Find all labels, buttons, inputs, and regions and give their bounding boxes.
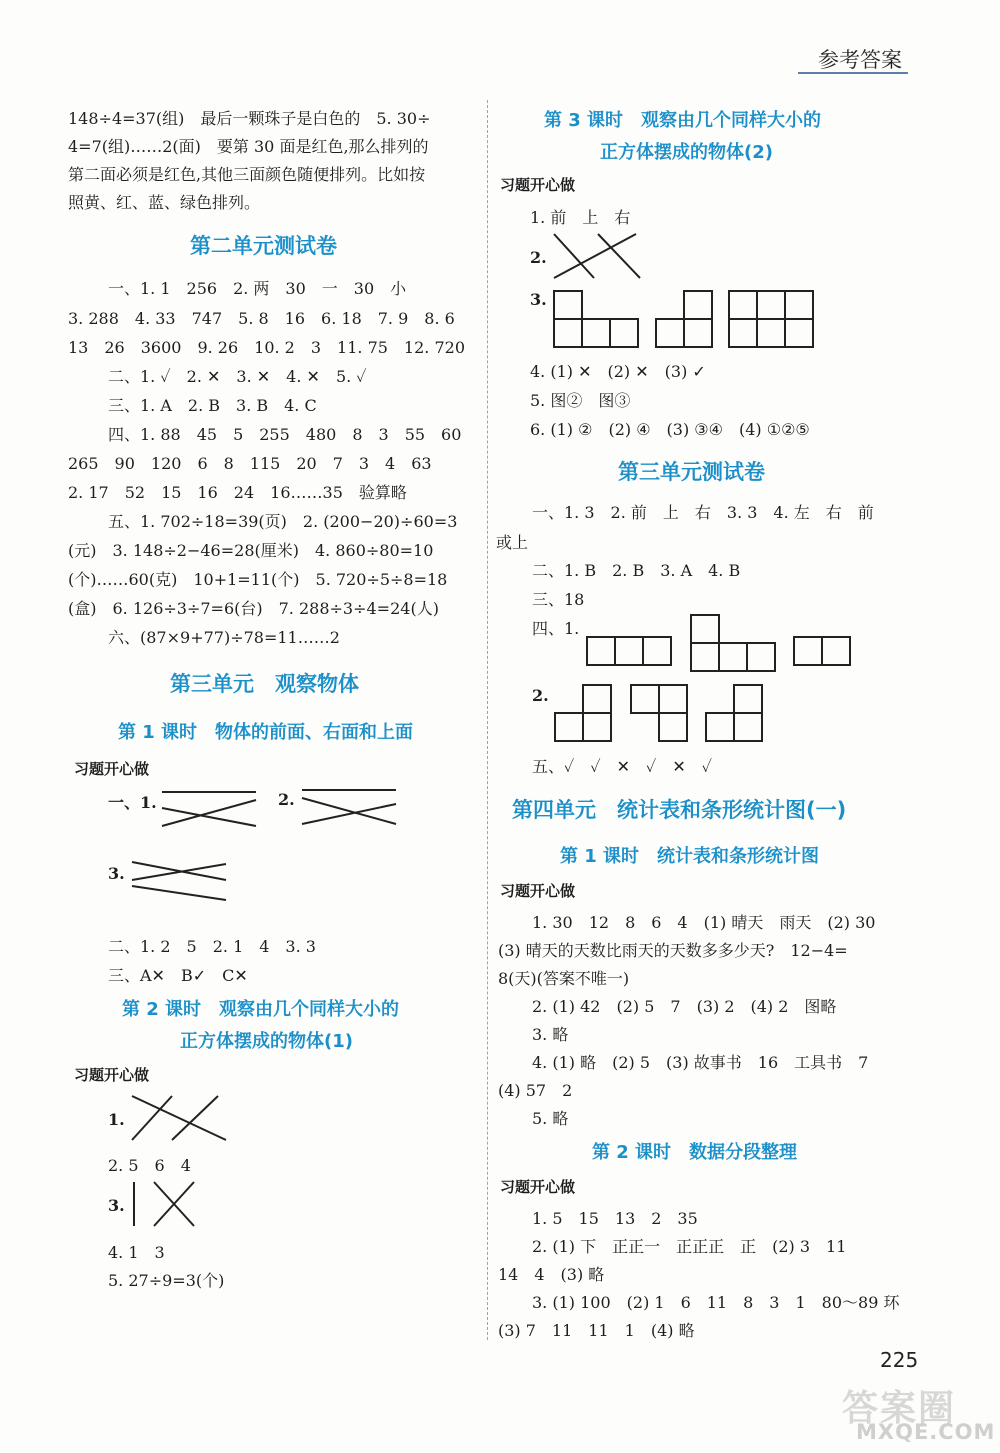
answer-line: 5. 略 [532, 1109, 569, 1128]
answer-line: (盒) 6. 126÷3÷7=6(台) 7. 288÷3÷4=24(人) [68, 599, 439, 618]
practice-heading: 习题开心做 [500, 882, 576, 900]
intro-line: 4=7(组)……2(面) 要第 30 面是红色,那么排列的 [68, 137, 429, 156]
crossed-lines-figure [552, 232, 652, 282]
unit4-lesson1-title: 第 1 课时 统计表和条形统计图 [560, 846, 820, 867]
practice-heading: 习题开心做 [500, 1178, 576, 1196]
intro-line: 照黄、红、蓝、绿色排列。 [68, 193, 261, 212]
cube-view-figure [728, 290, 818, 352]
intro-line: 第二面必须是红色,其他三面颜色随便排列。比如按 [68, 165, 426, 184]
answer-line: 5. 27÷9=3(个) [108, 1271, 225, 1290]
crossed-lines-figure [128, 1180, 208, 1230]
page-number: 225 [880, 1348, 919, 1372]
answer-line: 2. 5 6 4 [108, 1156, 191, 1175]
answer-line: 4. (1) ✕ (2) ✕ (3) ✓ [530, 362, 706, 381]
answer-line: 2. (1) 42 (2) 5 7 (3) 2 (4) 2 图略 [532, 997, 837, 1016]
question-label: 2. [532, 686, 549, 705]
cube-view-figure [705, 684, 767, 744]
lesson3-title-line1: 第 3 课时 观察由几个同样大小的 [544, 110, 822, 131]
header-rule [798, 72, 908, 74]
answer-line: 一、1. 1 256 2. 两 30 一 30 小 [108, 279, 407, 298]
answer-line: 三、1. A 2. B 3. B 4. C [108, 396, 317, 415]
answer-line: 1. 前 上 右 [530, 208, 631, 227]
lesson3-title-line2: 正方体摆成的物体(2) [600, 142, 773, 163]
answer-line: 5. 图② 图③ [530, 391, 631, 410]
practice-heading: 习题开心做 [74, 1066, 150, 1084]
answer-line: 一、1. 3 2. 前 上 右 3. 3 4. 左 右 前 [532, 503, 874, 522]
answer-line: 或上 [496, 533, 529, 552]
cube-view-figure [586, 636, 676, 668]
unit4-lesson2-title: 第 2 课时 数据分段整理 [592, 1142, 798, 1163]
cube-view-figure [690, 614, 780, 674]
answer-line: 二、1. B 2. B 3. A 4. B [532, 561, 741, 580]
answer-line: 五、1. 702÷18=39(页) 2. (200−20)÷60=3 [108, 512, 458, 531]
answer-line: 3. 288 4. 33 747 5. 8 16 6. 18 7. 9 8. 6 [68, 309, 455, 328]
question-label: 3. [108, 1196, 125, 1215]
answer-line: 3. 略 [532, 1025, 569, 1044]
answer-line: 六、(87×9+77)÷78=11……2 [108, 628, 340, 647]
question-label: 3. [108, 864, 125, 883]
crossed-lines-figure [128, 856, 238, 904]
cube-view-figure [554, 684, 616, 744]
column-divider [487, 100, 489, 1340]
cube-view-figure [630, 684, 692, 744]
unit4-title: 第四单元 统计表和条形统计图(一) [512, 798, 847, 822]
question-label: 3. [530, 290, 547, 309]
question-label: 1. [108, 1110, 125, 1129]
answer-line: 8(天)(答案不唯一) [498, 969, 630, 988]
answer-line: 二、1. ✓ 2. ✕ 3. ✕ 4. ✕ 5. ✓ [108, 367, 367, 386]
answer-line: 13 26 3600 9. 26 10. 2 3 11. 75 12. 720 [68, 338, 466, 357]
watermark-logo: 答案圈 [842, 1388, 957, 1429]
cube-view-figure [793, 636, 855, 668]
answer-line: 4. (1) 略 (2) 5 (3) 故事书 16 工具书 7 [532, 1053, 869, 1072]
unit2-test-title: 第二单元测试卷 [190, 234, 337, 258]
question-label: 一、1. [108, 793, 157, 812]
page-header-title: 参考答案 [818, 48, 902, 72]
cube-view-figure [655, 290, 717, 352]
answer-line: (4) 57 2 [498, 1081, 573, 1100]
lesson2-title-line1: 第 2 课时 观察由几个同样大小的 [122, 999, 400, 1020]
crossed-lines-figure [158, 788, 268, 828]
watermark-url: MXQE.COM [856, 1420, 996, 1444]
answer-line: 四、1. 88 45 5 255 480 8 3 55 60 [108, 425, 462, 444]
answer-line: (个)……60(克) 10+1=11(个) 5. 720÷5÷8=18 [68, 570, 448, 589]
answer-line: 四、1. [532, 619, 580, 638]
question-label: 2. [530, 248, 547, 267]
cube-view-figure [553, 290, 643, 352]
lesson1-title: 第 1 课时 物体的前面、右面和上面 [118, 722, 414, 743]
answer-line: 265 90 120 6 8 115 20 7 3 4 63 [68, 454, 432, 473]
answer-line: 三、18 [532, 590, 585, 609]
answer-line: 三、A✕ B✓ C✕ [108, 966, 248, 985]
answer-line: (3) 晴天的天数比雨天的天数多多少天? 12−4= [498, 941, 848, 960]
unit3-title: 第三单元 观察物体 [170, 672, 359, 696]
answer-line: 2. (1) 下 正正一 正正正 正 (2) 3 11 [532, 1237, 847, 1256]
question-label: 2. [278, 790, 295, 809]
answer-line: 二、1. 2 5 2. 1 4 3. 3 [108, 937, 316, 956]
answer-line: 14 4 (3) 略 [498, 1265, 605, 1284]
answer-line: 6. (1) ② (2) ④ (3) ③④ (4) ①②⑤ [530, 420, 810, 439]
answer-line: 2. 17 52 15 16 24 16……35 验算略 [68, 483, 407, 502]
intro-line: 148÷4=37(组) 最后一颗珠子是白色的 5. 30÷ [68, 109, 431, 128]
practice-heading: 习题开心做 [500, 176, 576, 194]
answer-line: 五、✓ ✓ ✕ ✓ ✕ ✓ [532, 757, 713, 776]
crossed-lines-figure [298, 786, 408, 826]
crossed-lines-figure [128, 1092, 238, 1146]
practice-heading: 习题开心做 [74, 760, 150, 778]
answer-line: 1. 5 15 13 2 35 [532, 1209, 698, 1228]
answer-line: (元) 3. 148÷2−46=28(厘米) 4. 860÷80=10 [68, 541, 434, 560]
unit3-test-title: 第三单元测试卷 [618, 460, 765, 484]
answer-line: 1. 30 12 8 6 4 (1) 晴天 雨天 (2) 30 [532, 913, 876, 932]
lesson2-title-line2: 正方体摆成的物体(1) [180, 1031, 353, 1052]
answer-line: 4. 1 3 [108, 1243, 165, 1262]
answer-line: (3) 7 11 11 1 (4) 略 [498, 1321, 695, 1340]
answer-line: 3. (1) 100 (2) 1 6 11 8 3 1 80～89 环 [532, 1293, 900, 1312]
